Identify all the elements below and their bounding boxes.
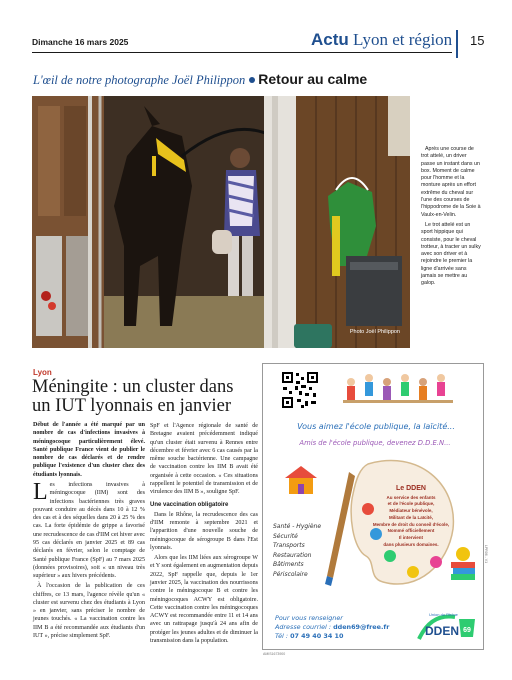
col2-paragraph-2: Dans le Rhône, la recrudescence des cas d'IIM remonte à septembre 2021 et l'apparition d'une nouvelle souche de méningocoque de sérogroupe B dans l'Est lyonnais. — [150, 511, 258, 551]
ad-code: AMIS1673900 — [263, 652, 286, 656]
dden-line: Nommé officiellement — [387, 528, 435, 534]
article-paragraph-2: À l'occasion de la publication de ces chiffres, ce 13 mars, l'agence révèle qu'un « cluster est survenu chez des étudiants à Lyon » en janvier, sans préciser le nombre de jeunes touchés. « La vaccination contre les IIM B a été recommandée aux étudiants d'un IUT », précise simplement SpF. — [33, 583, 145, 640]
caption-paragraph-2: Le trot attelé est un sport hippique qui consiste, pour le cheval trotteur, à tracter un sulky avec son driver et à rejoindre le premier la ligne d'arrivée sans jamais se mettre au galop. — [421, 221, 481, 287]
dropcap: L — [33, 478, 48, 505]
info-tel-line — [275, 632, 389, 641]
dden-line: Médiateur bénévole, — [389, 508, 433, 513]
qr-code-icon — [281, 371, 319, 409]
article-column-1 — [33, 421, 145, 642]
col2-paragraph-1: SpF et l'Agence régionale de santé de Bretagne avaient précédemment indiqué qu'un cluster était survenu à Rennes entre décembre et février avec 6 cas causés par la même souche bactérienne. Une campagne de vaccination contre les IIM B avait été organisée à cette occasion. « Ces situations rappellent le potentiel de transmission et de virulence des IIM B », souligne SpF. — [150, 423, 258, 496]
domain-item: Santé - Hygiène — [273, 523, 322, 530]
article-subhead: Une vaccination obligatoire — [150, 501, 229, 508]
books-icon — [449, 542, 477, 582]
article-column-2 — [150, 422, 258, 647]
dden-line: et de l'école publique, — [387, 501, 435, 507]
ad-slogan: Vous aimez l'école publique, la laïcité... — [297, 422, 455, 431]
info-email-label: Adresse courriel : — [275, 622, 332, 631]
article-title: Méningite : un cluster dans un IUT lyonnais en janvier — [32, 377, 234, 416]
children-illustration — [341, 368, 461, 418]
domain-item: Périscolaire — [273, 570, 308, 578]
logo-text: DDEN — [425, 624, 460, 638]
section-title — [311, 30, 452, 50]
dden-line: Il intervient — [398, 535, 423, 540]
article-kicker: Lyon — [33, 368, 52, 377]
info-email-line — [275, 623, 389, 632]
horse-stable-photo — [32, 96, 410, 348]
page-date: Dimanche 16 mars 2025 — [32, 37, 129, 47]
article-chapo: Début de l'année a été marqué par un nombre de cas d'infections invasives à méningocoque particulièrement élevé. Santé publique France vient de publier le nombre de cas déclarés et de rendre publique l'existence d'un cluster chez des étudiants lyonnais. — [33, 422, 145, 478]
dden-domains — [273, 522, 321, 580]
dden-title: Le DDEN — [396, 485, 426, 492]
photo-byline: L'œil de notre photographe Joël Philippon — [33, 73, 246, 87]
article-lead — [33, 478, 145, 580]
header-rule — [32, 52, 452, 53]
photo-illustration — [32, 96, 410, 348]
section-strong: Actu — [311, 30, 349, 49]
domain-item: Bâtiments — [273, 561, 304, 569]
side-code: LPR06 - V1 — [484, 545, 488, 564]
lead-text: es infections invasives à méningocoque (IIM) sont des infections bactériennes très graves pouvant conduire au décès dans 10 à 12 % des cas et à des séquelles dans 20 à 25 % des cas. La forte épidémie de grippe a favorisé une recrudescence de cas d'IIM cet hiver avec 95 cas déclarés en janvier 2025 et 89 cas déclarés en février, selon le comptage de Santé publique France (SpF) au 7 mars 2025 (données provisoires), soit « un niveau très supérieur » aux hivers précédents. — [33, 481, 145, 580]
dden-advert — [262, 363, 484, 650]
photo-headline — [33, 71, 367, 88]
dden-line: Membre de droit du conseil d'école, — [372, 521, 450, 527]
section-rest: Lyon et région — [353, 30, 453, 49]
dden-logo — [415, 609, 479, 643]
domain-item: Restauration — [273, 551, 312, 559]
domain-item: Sécurité — [273, 532, 298, 540]
dden-text-block — [371, 484, 451, 549]
col2-paragraph-3: Alors que les IIM liées aux sérogroupe W et Y sont également en augmentation depuis 2022, SpF rappelle que, depuis le 1er janvier 2025, la vaccination des nourrissons contre le méningocoque B et contre les méningocoques ACWY est obligatoire. Cette vaccination contre les méningocoques ACWY est recommandée entre 11 et 14 ans avec un rattrapage jusqu'à 24 ans afin de protéger les jeunes adultes et de diminuer la transmission dans la population. — [150, 555, 258, 644]
bullet-dot-icon — [249, 77, 255, 83]
info-tel-label: Tél : — [275, 631, 289, 640]
info-title: Pour vous renseigner — [275, 614, 343, 622]
logo-number: 69 — [463, 627, 471, 634]
page-number: 15 — [470, 33, 485, 48]
caption-paragraph-1: Après une course de trot attelé, un driver passe un instant dans un box. Moment de calme pour l'homme et la monture après un effort extrême du cheval sur l'une des courses de l'hippodrome de la Soie à Vaulx-en-Velin. — [421, 146, 481, 218]
info-tel: 07 49 40 34 10 — [290, 631, 344, 640]
photo-credit: Photo Joël Philippon — [349, 329, 400, 335]
dden-line: dans plusieurs domaines. — [383, 541, 439, 547]
ad-amis: Amis de l'école publique, devenez D.D.E.N... — [299, 439, 451, 447]
domain-item: Transports — [273, 542, 305, 550]
logo-top: Union du Rhône — [429, 612, 458, 617]
info-email[interactable]: dden69@free.fr — [333, 622, 390, 631]
paintbrush-icon — [323, 468, 359, 588]
dden-line: Au service des enfants — [386, 494, 436, 500]
school-house-icon — [281, 462, 321, 496]
section-divider — [456, 30, 458, 58]
ad-contact — [275, 614, 389, 641]
photo-caption — [421, 146, 481, 291]
photo-title: Retour au calme — [258, 71, 368, 87]
dden-line: Militant de la Laïcité, — [388, 514, 433, 520]
